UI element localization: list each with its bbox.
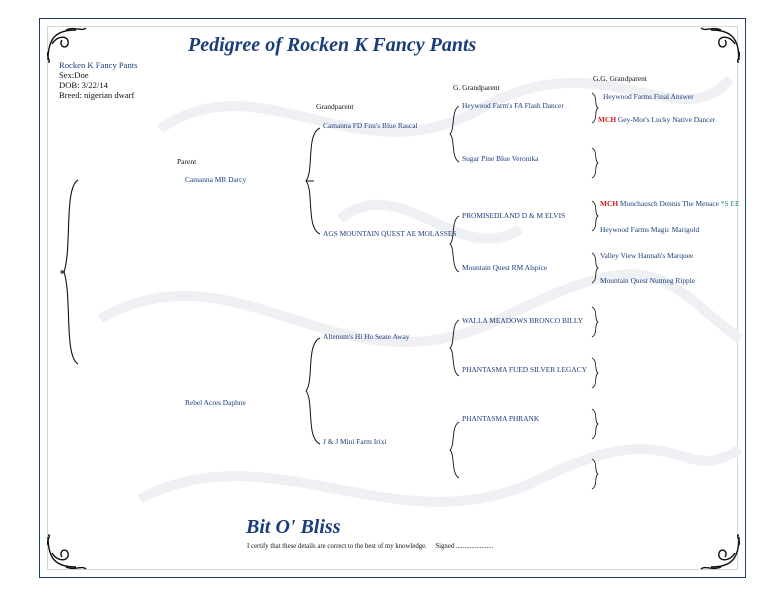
header-grandparent: Grandparent (316, 102, 354, 111)
signed-label: Signed ...................... (435, 543, 494, 550)
ggp7-brace (590, 408, 600, 440)
g-grandparent-5: WALLA MEADOWS BRONCO BILLY (462, 316, 583, 325)
corner-ornament-bottom-left (44, 533, 90, 573)
ggp6-brace (590, 357, 600, 389)
grandparent-3: Altenum's Hi Ho Seate Away (323, 332, 410, 341)
gg-grandparent-6-name: Mountain Quest Nutmeg Ripple (600, 276, 696, 285)
ggp3-brace (590, 200, 600, 232)
gg-grandparent-6 (600, 276, 695, 285)
ggp8-brace (590, 458, 600, 490)
pedigree-title: Pedigree of Rocken K Fancy Pants (188, 34, 477, 56)
corner-ornament-top-left (44, 24, 90, 64)
gg-grandparent-3-suffix: *S EE (720, 199, 740, 208)
gp3-brace (447, 318, 461, 378)
certification-line (247, 543, 493, 550)
gg-grandparent-4 (600, 225, 699, 234)
g-grandparent-7: PHANTASMA PHRANK (462, 414, 540, 423)
header-g-grandparent: G. Grandparent (453, 83, 500, 92)
animal-sex: Sex:Doe (59, 70, 89, 80)
g-grandparent-2: Sugar Pine Blue Veronika (462, 154, 539, 163)
gg-grandparent-5-name: Valley View Hannah's Marquee (600, 251, 694, 260)
sire-dam-brace (60, 178, 80, 366)
header-parent: Parent (177, 157, 197, 166)
watermark-swirls (40, 19, 745, 577)
animal-breed: Breed: nigerian dwarf (59, 90, 135, 100)
sire-brace (300, 126, 322, 236)
ggp4-brace (590, 252, 600, 284)
animal-info (59, 60, 138, 100)
gp1-brace (447, 104, 461, 164)
certification-text: I certify that these details are correct to the best of my knowledge. (247, 543, 427, 550)
parent-dam: Rebel Acres Daphne (185, 398, 246, 407)
gg-grandparent-3-name: Munchausch Dennis The Menace (619, 199, 719, 208)
gg-grandparent-1 (603, 92, 694, 101)
gg-grandparent-2-name: Gey-Mor's Lucky Native Dancer (617, 115, 716, 124)
gg-grandparent-2-prefix: MCH (598, 115, 617, 124)
g-grandparent-3: PROMISEDLAND D & M ELVIS (462, 211, 566, 220)
animal-name: Rocken K Fancy Pants (59, 60, 138, 70)
grandparent-2: AGS MOUNTAIN QUEST AE MOLASSES (323, 229, 457, 238)
dam-brace (300, 336, 322, 446)
animal-dob: DOB: 3/22/14 (59, 80, 108, 90)
g-grandparent-4: Mountain Quest RM Alspice (462, 263, 548, 272)
grandparent-1: Camanna FD Fini's Blue Rascal (323, 121, 418, 130)
g-grandparent-6: PHANTASMA FUED SILVER LEGACY (462, 365, 587, 374)
gg-grandparent-3 (600, 199, 744, 208)
gg-grandparent-5 (600, 251, 693, 260)
gg-grandparent-2 (598, 115, 715, 124)
gp2-brace (447, 214, 461, 274)
gg-grandparent-4-name: Heywood Farms Magic Marigold (600, 225, 700, 234)
ggp5-brace (590, 306, 600, 338)
ggp2-brace (590, 147, 600, 179)
g-grandparent-1: Heywood Farm's FA Flash Dancer (462, 101, 564, 110)
gg-grandparent-3-prefix: MCH (600, 199, 619, 208)
corner-ornament-bottom-right (697, 533, 743, 573)
corner-ornament-top-right (697, 24, 743, 64)
gp4-brace (447, 420, 461, 480)
parent-sire: Camanna MR Darcy (185, 175, 247, 184)
farm-name: Bit O' Bliss (246, 516, 341, 538)
grandparent-4: J & J Mini Farm Irixi (323, 437, 387, 446)
gg-grandparent-1-name: Heywood Farms Final Answer (603, 92, 694, 101)
header-gg-grandparent: G.G. Grandparent (593, 74, 647, 83)
